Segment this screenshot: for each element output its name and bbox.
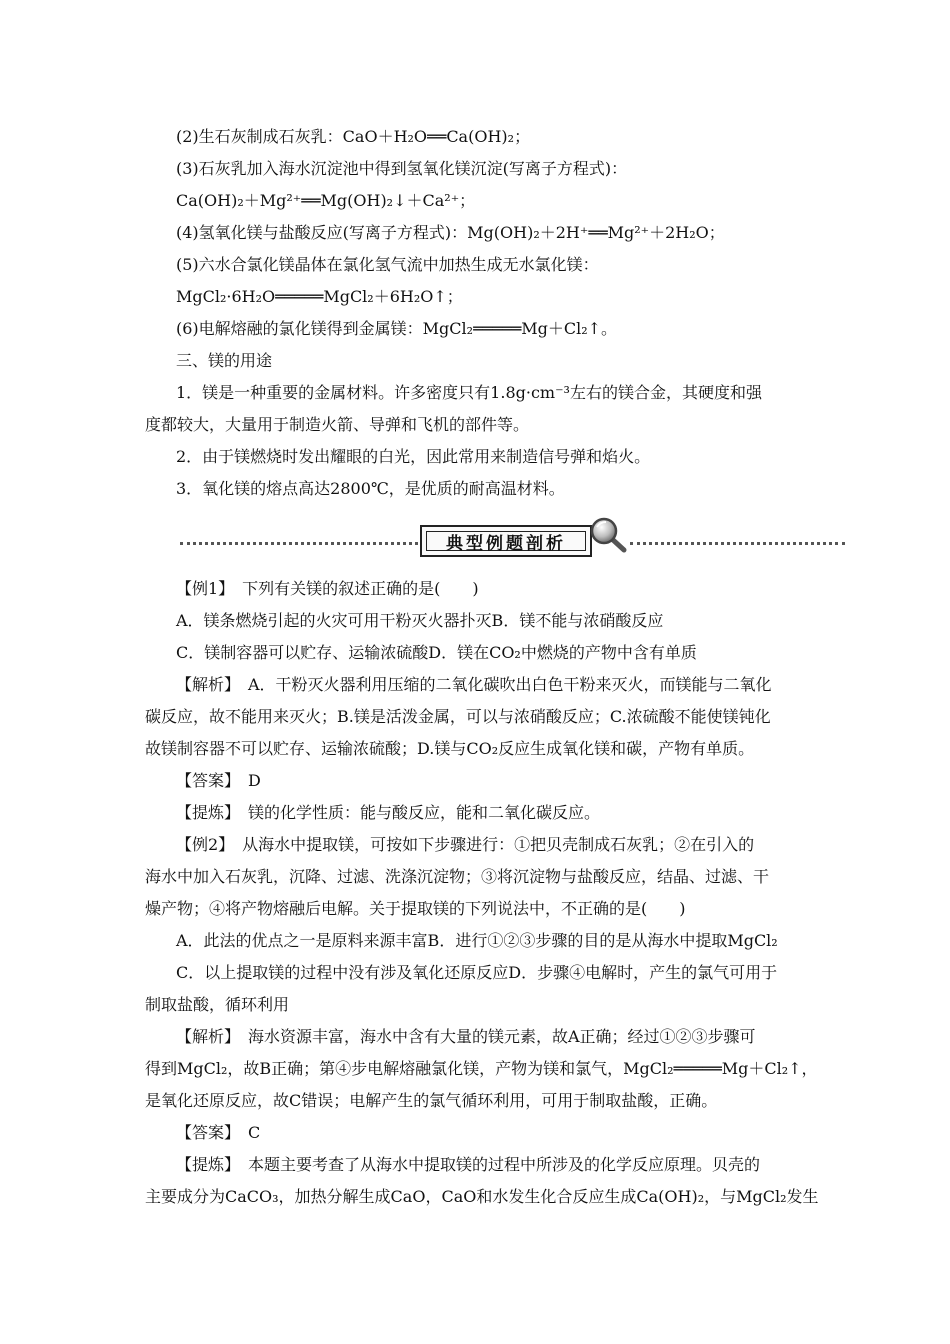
summary-line: 【提炼】 镁的化学性质：能与酸反应，能和二氧化碳反应。 [176, 803, 601, 822]
option-line: 制取盐酸，循环利用 [145, 995, 290, 1014]
dotted-rule-left [180, 542, 418, 545]
text-line: (2)生石灰制成石灰乳：CaO＋H₂O══Ca(OH)₂； [176, 127, 531, 146]
example-line: 【例2】 从海水中提取镁，可按如下步骤进行：①把贝壳制成石灰乳；②在引入的 [176, 835, 755, 854]
text-line: Ca(OH)₂＋Mg²⁺══Mg(OH)₂↓＋Ca²⁺； [176, 191, 476, 210]
text-line: (4)氢氧化镁与盐酸反应(写离子方程式)：Mg(OH)₂＋2H⁺══Mg²⁺＋2H₂O； [176, 223, 725, 242]
analysis-line: 是氧化还原反应，故C错误；电解产生的氯气循环利用，可用于制取盐酸，正确。 [145, 1091, 718, 1110]
text-line: (3)石灰乳加入海水沉淀池中得到氢氧化镁沉淀(写离子方程式)： [176, 159, 628, 178]
example-line: 【例1】 下列有关镁的叙述正确的是( ) [176, 579, 479, 598]
text-line: MgCl₂·6H₂O═════MgCl₂＋6H₂O↑； [176, 287, 463, 306]
text-line: 度都较大，大量用于制造火箭、导弹和飞机的部件等。 [145, 415, 530, 434]
answer-line: 【答案】 C [176, 1123, 261, 1142]
option-line: C．以上提取镁的过程中没有涉及氧化还原反应D．步骤④电解时，产生的氯气可用于 [176, 963, 778, 982]
magnifier-icon [588, 515, 630, 555]
banner-box [420, 525, 592, 557]
text-line: 2．由于镁燃烧时发出耀眼的白光，因此常用来制造信号弹和焰火。 [176, 447, 651, 466]
option-line: A．此法的优点之一是原料来源丰富B．进行①②③步骤的目的是从海水中提取MgCl₂ [176, 931, 778, 950]
dotted-rule-right [630, 542, 845, 545]
option-line: A．镁条燃烧引起的火灾可用干粉灭火器扑灭B．镁不能与浓硝酸反应 [176, 611, 664, 630]
example-line: 海水中加入石灰乳，沉降、过滤、洗涤沉淀物；③将沉淀物与盐酸反应，结晶、过滤、干 [145, 867, 770, 886]
text-line: 3．氧化镁的熔点高达2800℃，是优质的耐高温材料。 [176, 479, 565, 498]
text-line: 1．镁是一种重要的金属材料。许多密度只有1.8g·cm⁻³左右的镁合金，其硬度和强 [176, 383, 762, 402]
analysis-line: 碳反应，故不能用来灭火；B.镁是活泼金属，可以与浓硝酸反应；C.浓硫酸不能使镁钝化 [145, 707, 771, 726]
text-line: (5)六水合氯化镁晶体在氯化氢气流中加热生成无水氯化镁： [176, 255, 599, 274]
section-banner [180, 515, 845, 555]
analysis-line: 【解析】 海水资源丰富，海水中含有大量的镁元素，故A正确；经过①②③步骤可 [176, 1027, 756, 1046]
section-heading: 三、镁的用途 [176, 351, 273, 370]
example-line: 燥产物；④将产物熔融后电解。关于提取镁的下列说法中，不正确的是( ) [145, 899, 686, 918]
summary-line: 【提炼】 本题主要考查了从海水中提取镁的过程中所涉及的化学反应原理。贝壳的 [176, 1155, 761, 1174]
banner-title: 典型例题剖析 [446, 533, 566, 554]
analysis-line: 得到MgCl₂，故B正确；第④步电解熔融氯化镁，产物为镁和氯气，MgCl₂═════Mg＋Cl₂↑， [145, 1059, 818, 1078]
analysis-line: 故镁制容器不可以贮存、运输浓硫酸；D.镁与CO₂反应生成氧化镁和碳，产物有单质。 [145, 739, 755, 758]
summary-line: 主要成分为CaCO₃，加热分解生成CaO，CaO和水发生化合反应生成Ca(OH)₂，与MgCl₂发生 [145, 1187, 819, 1206]
text-line: (6)电解熔融的氯化镁得到金属镁：MgCl₂═════Mg＋Cl₂↑。 [176, 319, 618, 338]
analysis-line: 【解析】 A．干粉灭火器利用压缩的二氧化碳吹出白色干粉来灭火，而镁能与二氧化 [176, 675, 772, 694]
answer-line: 【答案】 D [176, 771, 261, 790]
option-line: C．镁制容器可以贮存、运输浓硫酸D．镁在CO₂中燃烧的产物中含有单质 [176, 643, 697, 662]
